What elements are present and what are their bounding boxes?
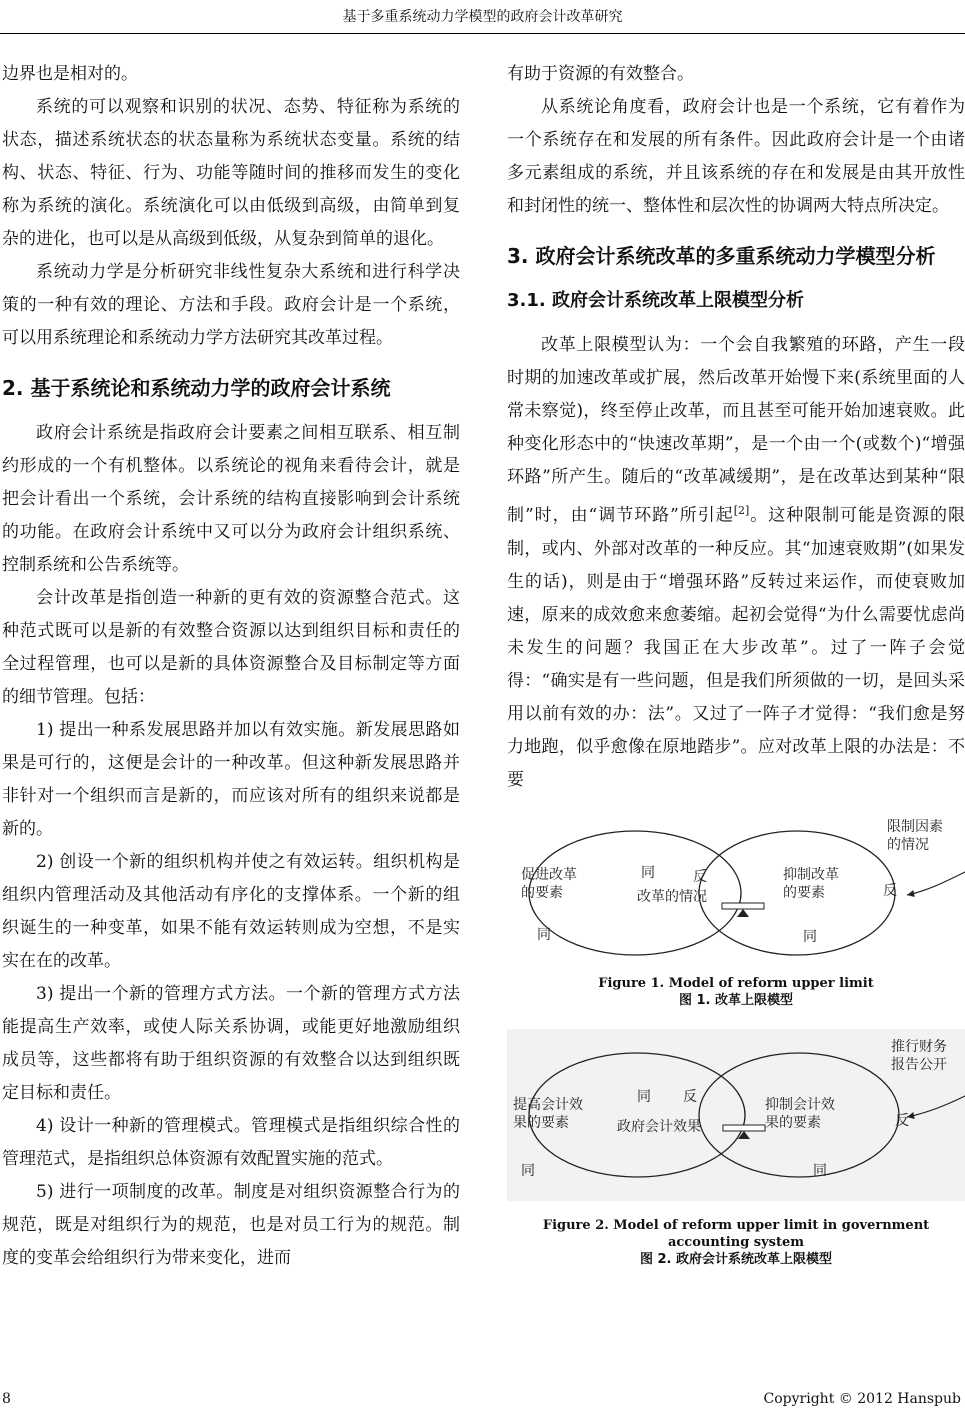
fig2-left-node-l2: 果的要素: [513, 1114, 569, 1131]
fig1-opposite-label: 反: [693, 868, 707, 885]
fig2-center-node: 政府会计效果: [617, 1118, 701, 1135]
section-heading-3: 3. 政府会计系统改革的多重系统动力学模型分析: [507, 244, 936, 268]
balance-icon: [722, 903, 764, 917]
fig2-opposite-label: 反: [683, 1088, 697, 1105]
fig2-outer-node-l2: 报告公开: [891, 1056, 947, 1073]
fig1-center-node: 改革的情况: [637, 888, 707, 905]
fig1-left-node-l2: 的要素: [521, 884, 563, 901]
paragraph: [507, 329, 965, 797]
fig2-right-node-l2: 果的要素: [765, 1114, 821, 1131]
fig1-same-label-right: 同: [803, 928, 817, 945]
figure-2-caption-zh: 图 2. 政府会计系统改革上限模型: [639, 1251, 833, 1267]
fig2-right-node-l1: 抑制会计效: [765, 1096, 835, 1113]
fig1-left-node-l1: 促进改革: [521, 866, 577, 883]
fig2-same-label: 同: [637, 1088, 651, 1105]
page-number: 8: [2, 1391, 11, 1407]
list-item-1: 1) 提出一种系发展思路并加以有效实施。新发展思路如果是可行的，这便是会计的一种改革。但这种新发展思路并非针对一个组织而言是新的，而应该对所有的组织来说都是新的。: [2, 720, 460, 839]
figure-1-caption-en: Figure 1. Model of reform upper limit: [598, 975, 874, 991]
copyright: Copyright © 2012 Hanspub: [763, 1391, 961, 1407]
fig2-left-node-l1: 提高会计效: [513, 1096, 583, 1113]
paragraph: 有助于资源的有效整合。: [507, 64, 694, 84]
paragraph: 系统动力学是分析研究非线性复杂大系统和进行科学决策的一种有效的理论、方法和手段。政府会计是一个系统，可以用系统理论和系统动力学方法研究其改革过程。: [2, 262, 460, 348]
section-heading-2: 2. 基于系统论和系统动力学的政府会计系统: [2, 376, 391, 400]
list-item-2: 2) 创设一个新的组织机构并使之有效运转。组织机构是组织内管理活动及其他活动有序化的支撑体系。一个新的组织诞生的一种变革，如果不能有效运转则成为空想，不是实实在在的改革。: [2, 852, 460, 971]
outer-arrow: [907, 871, 965, 895]
fig2-outer-node-l1: 推行财务: [891, 1038, 947, 1055]
fig2-same-label-right: 同: [813, 1162, 827, 1179]
figure-2-caption-en-2: accounting system: [667, 1234, 805, 1250]
list-item-5: 5) 进行一项制度的改革。制度是对组织资源整合行为的规范，既是对组织行为的规范，也是对员工行为的规范。制度的变革会给组织行为带来变化，进而: [2, 1182, 460, 1268]
fig1-outer-node-l1: 限制因素: [887, 818, 943, 835]
figure-2: [507, 1029, 965, 1268]
fig2-same-label-left: 同: [521, 1162, 535, 1179]
running-header: 基于多重系统动力学模型的政府会计改革研究: [342, 9, 623, 25]
paragraph-text: 。这种限制可能是资源的限制，或内、外部对改革的一种反应。其“加速衰败期”(如果发生的话)，则是由于“增强环路”反转过来运作，而使衰败加速，原来的成效愈来愈萎缩。起初会觉得“为什么需要忧虑尚未发生的问题？我国正在大步改革”。过了一阵子会觉得：“确实是有一些问题，但是我们所须做的一切，是回头采用以前有效的办：法”。又过了一阵子才觉得：“我们愈是努力地跑，似乎愈像在原地踏步”。应对改革上限的办法是：不要: [507, 505, 965, 790]
header-rule: [0, 33, 965, 34]
paragraph: 边界也是相对的。: [2, 64, 138, 84]
figure-1-diagram: [507, 811, 965, 971]
fig1-same-label-left: 同: [537, 926, 551, 943]
paragraph-text: 改革上限模型认为：一个会自我繁殖的环路，产生一段时期的加速改革或扩展，然后改革开始慢下来(系统里面的人常未察觉)，终至停止改革，而且甚至可能开始加速衰败。此种变化形态中的“快速改革期”，是一个由一个(或数个)“增强环路”所产生。随后的“改革减缓期”，是在改革达到某种“限制”时，由“调节环路”所引起: [507, 335, 965, 526]
paragraph: 会计改革是指创造一种新的更有效的资源整合范式。这种范式既可以是新的有效整合资源以达到组织目标和责任的全过程管理，也可以是新的具体资源整合及目标制定等方面的细节管理。包括：: [2, 588, 460, 707]
paragraph: 从系统论角度看，政府会计也是一个系统，它有着作为一个系统存在和发展的所有条件。因此政府会计是一个由诸多元素组成的系统，并且该系统的存在和发展是由其开放性和封闭性的统一、整体性和层次性的协调两大特点所决定。: [507, 97, 965, 216]
fig1-right-node-l2: 的要素: [783, 884, 825, 901]
figure-2-diagram: [507, 1029, 965, 1201]
subsection-heading-3-1: 3.1. 政府会计系统改革上限模型分析: [507, 290, 804, 311]
fig2-opposite-label-outer: 反: [895, 1112, 909, 1129]
paragraph: 系统的可以观察和识别的状况、态势、特征称为系统的状态，描述系统状态的状态量称为系统状态变量。系统的结构、状态、特征、行为、功能等随时间的推移而发生的变化称为系统的演化。系统演化可以由低级到高级，由简单到复杂的进化，也可以是从高级到低级，从复杂到简单的退化。: [2, 97, 460, 249]
right-column: [507, 58, 965, 1268]
fig1-same-label: 同: [641, 864, 655, 881]
fig1-right-node-l1: 抑制改革: [783, 866, 839, 883]
figure-2-caption-en-1: Figure 2. Model of reform upper limit in government: [542, 1217, 930, 1233]
citation: [2]: [733, 504, 750, 517]
left-column: [2, 58, 460, 1275]
list-item-4: 4) 设计一种新的管理模式。管理模式是指组织综合性的管理范式，是指组织总体资源有效配置实施的范式。: [2, 1116, 460, 1169]
paragraph: 政府会计系统是指政府会计要素之间相互联系、相互制约形成的一个有机整体。以系统论的视角来看待会计，就是把会计看出一个系统，会计系统的结构直接影响到会计系统的功能。在政府会计系统中又可以分为政府会计组织系统、控制系统和公告系统等。: [2, 423, 460, 575]
list-item-3: 3) 提出一个新的管理方式方法。一个新的管理方式方法能提高生产效率，或使人际关系协调，或能更好地激励组织成员等，这些都将有助于组织资源的有效整合以达到组织既定目标和责任。: [2, 984, 460, 1103]
fig1-outer-node-l2: 的情况: [887, 836, 929, 853]
figure-1-caption-zh: 图 1. 改革上限模型: [678, 992, 794, 1008]
figure-1: [507, 811, 965, 1009]
fig1-opposite-label-outer: 反: [883, 882, 897, 899]
